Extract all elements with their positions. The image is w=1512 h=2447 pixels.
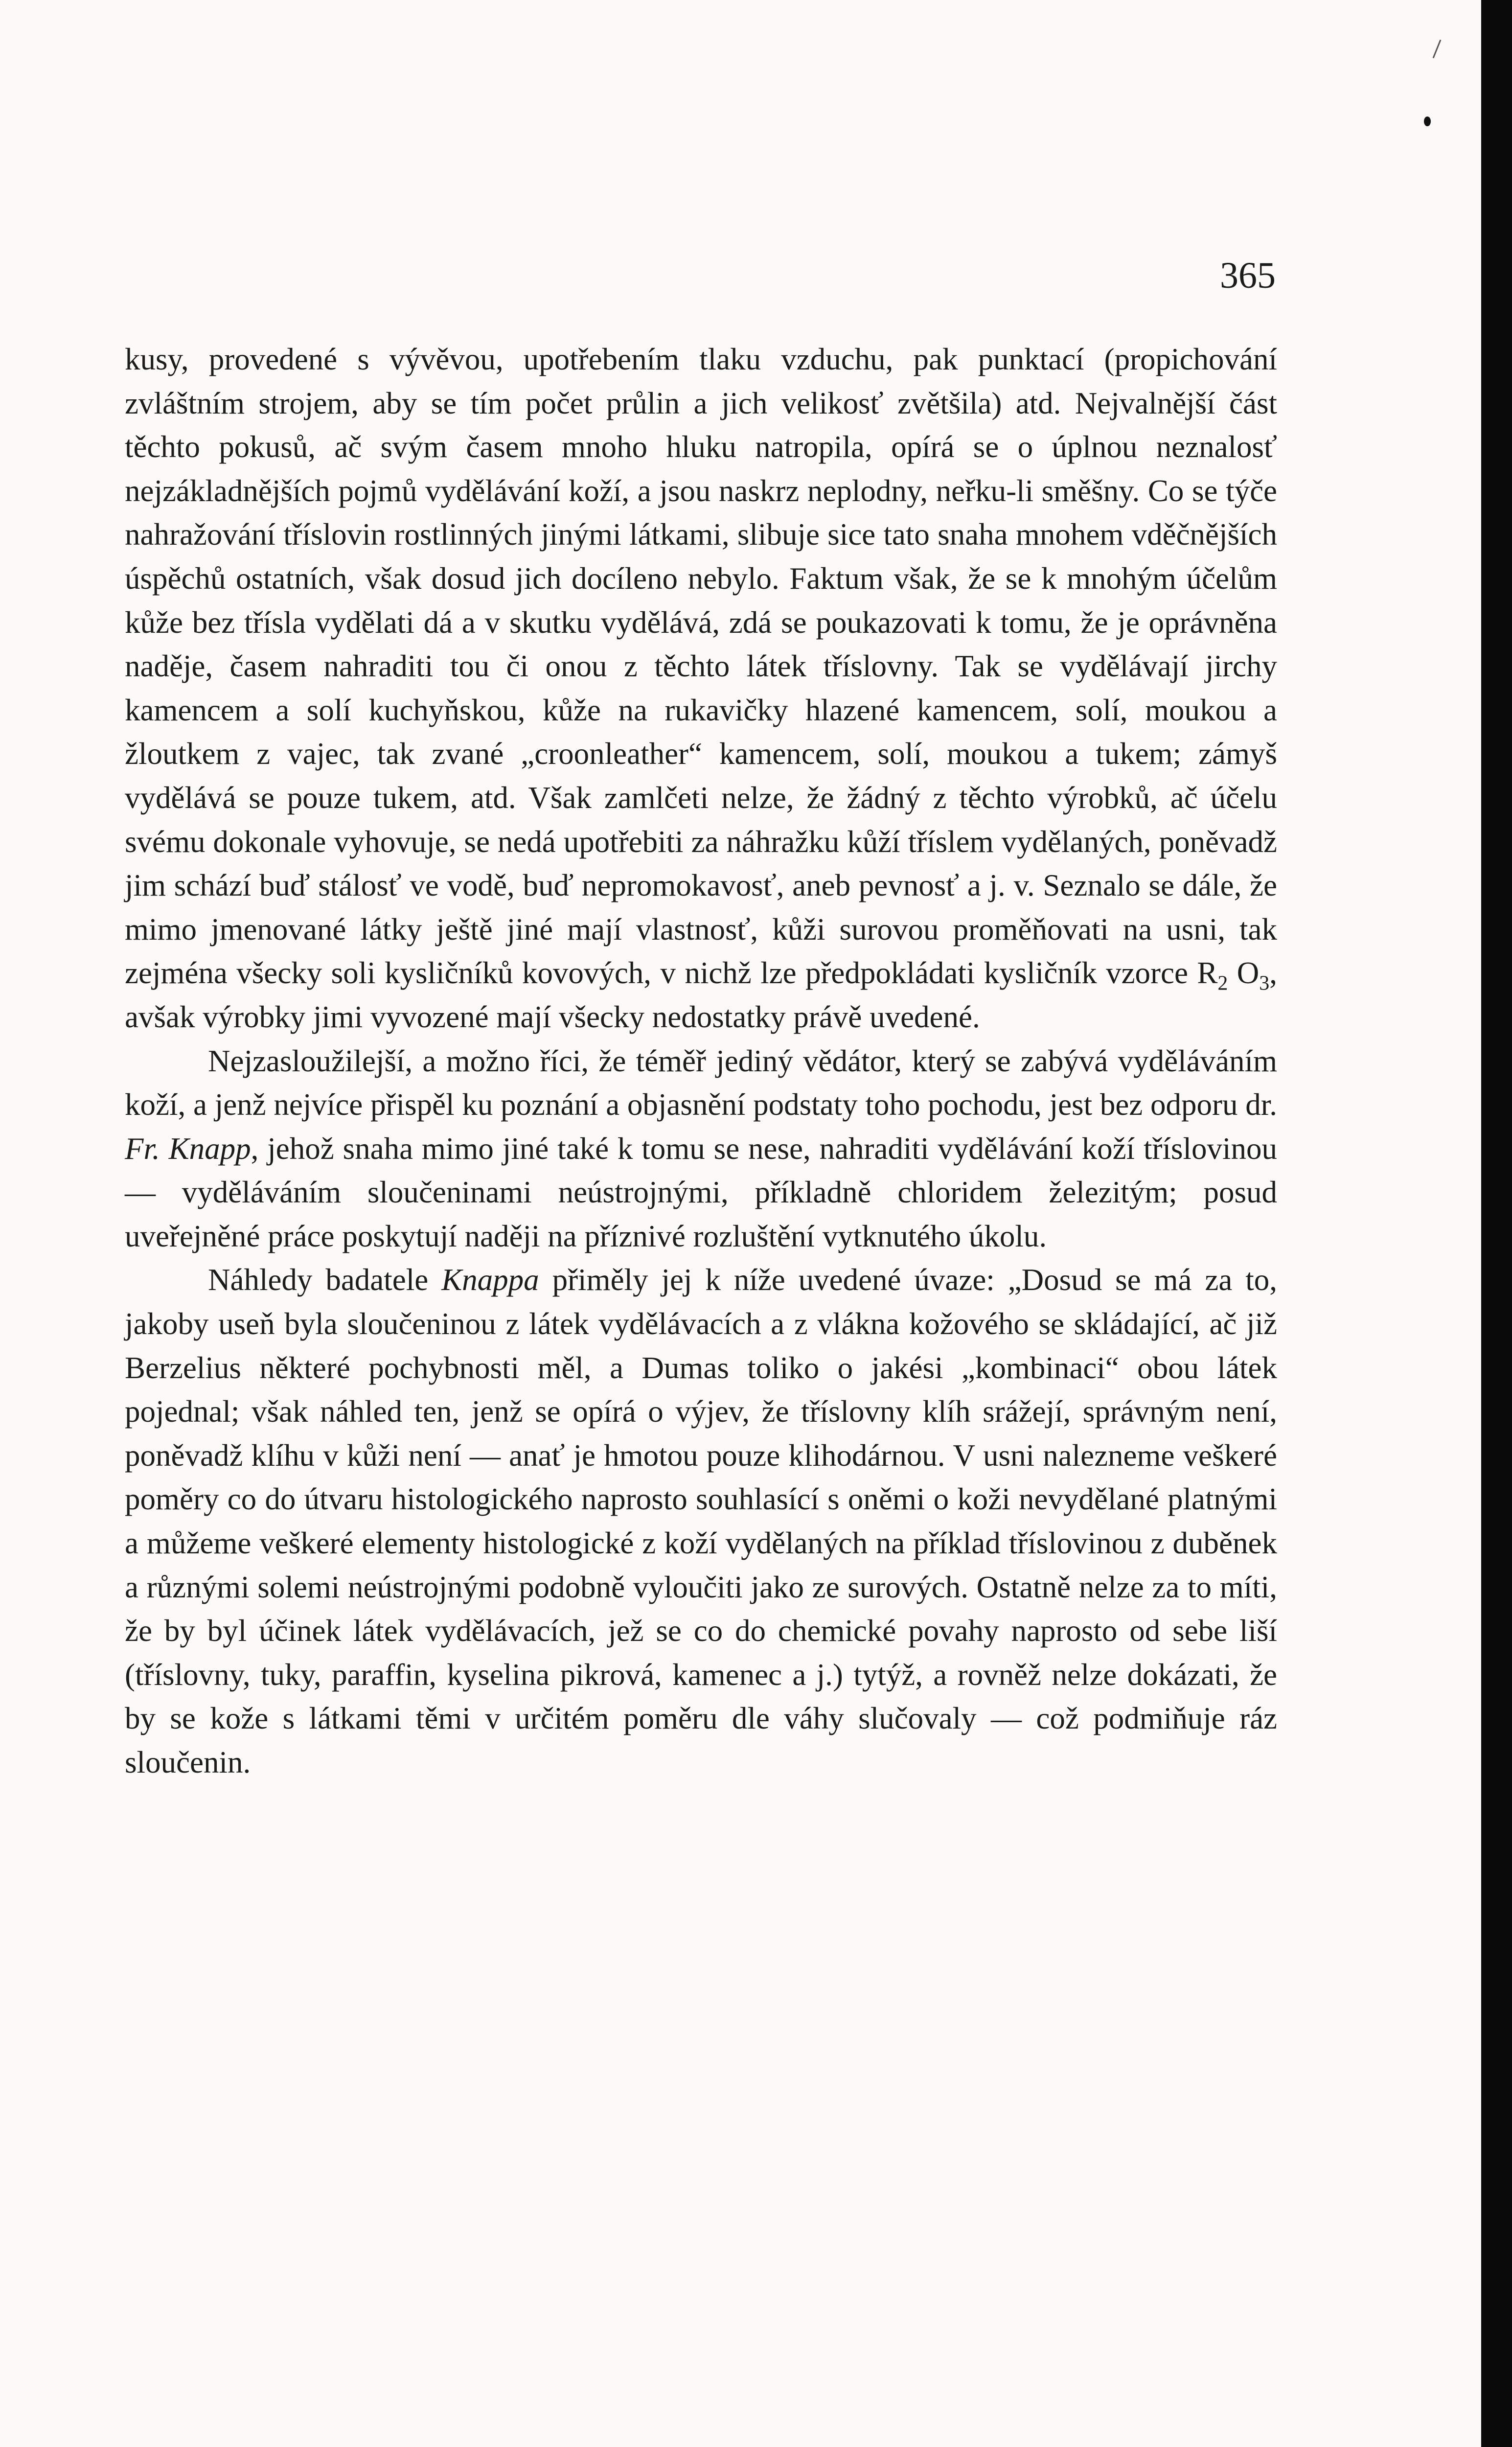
author-name-knapp: Fr. Knapp (125, 1131, 251, 1166)
paragraph-3-end: přiměly jej k níže uvedené úvaze: „Dosud se má za to, jakoby useň byla sloučeninou z látek vydělávacích a z vlákna kožového se skládající, ač již Berzelius některé pochybnosti měl, a Dumas toliko o jakési „kombinaci“ obou látek pojednal; však náhled ten, jenž se opírá o výjev, že tříslovny klíh srážejí, správným není, poněvadž klíhu v kůži není — anať je hmotou pouze klihodárnou. V usni nalezneme veškeré poměry co do útvaru histologického naprosto souhlasící s oněmi o koži nevydělané platnými a můžeme veškeré elementy histologické z koží vydělaných na příklad tříslovinou z duběnek a různými solemi neústrojnými podobně vyloučiti jako ze surových. Ostatně nelze za to míti, že by byl účinek látek vydělávacích, jež se co do chemické povahy naprosto od sebe liší (tříslovny, tuky, paraffin, kyselina pikrová, kamenec a j.) tytýž, a rovněž nelze dokázati, že by se kože s látkami těmi v určitém poměru dle váhy slučovaly — což podmiňuje ráz sloučenin. (125, 1263, 1277, 1779)
paragraph-2 (125, 1039, 1277, 1259)
paragraph-3 (125, 1258, 1277, 1784)
scan-edge-border (1481, 0, 1512, 2447)
paragraph-1-text: kusy, provedené s vývěvou, upotřebením tlaku vzduchu, pak punktací (propichování zvláštním strojem, aby se tím počet průlin a jich velikosť zvětšila) atd. Nejvalnější část těchto pokusů, ač svým časem mnoho hluku natropila, opírá se o úplnou neznalosť nejzákladnějších pojmů vydělávání koží, a jsou naskrz neplodny, neřku-li směšny. Co se týče nahražování tříslovin rostlinných jinými látkami, slibuje sice tato snaha mnohem vděčnějších úspěchů ostatních, však dosud jich docíleno nebylo. Faktum však, že se k mnohým účelům kůže bez třísla vydělati dá a v skutku vydělává, zdá se poukazovati k tomu, že je oprávněna naděje, časem nahraditi tou či onou z těchto látek tříslovny. Tak se vydělávají jirchy kamencem a solí kuchyňskou, kůže na rukavičky hlazené kamencem, solí, moukou a žloutkem z vajec, tak zvané „croonleather“ kamencem, solí, moukou a tukem; zámyš vydělává se pouze tukem, atd. Však zamlčeti nelze, že žádný z těchto výrobků, ač účelu svému dokonale vyhovuje, se nedá upotřebiti za náhražku kůží tříslem vydělaných, poněvadž jim schází buď stálosť ve vodě, buď nepromokavosť, aneb pevnosť a j. v. Seznalo se dále, že mimo jmenované látky ještě jiné mají vlastnosť, kůži surovou proměňovati na usni, tak zejména všecky soli kysličníků kovových, v nichž lze předpokládati kysličník vzorce (125, 342, 1277, 991)
formula-o: O (1228, 956, 1260, 991)
page-number: 365 (1220, 255, 1276, 296)
formula-r: R (1197, 956, 1218, 991)
scan-speck (1424, 116, 1431, 126)
paragraph-2-start: Nejzasloužilejší, a možno říci, že téměř jediný vědátor, který se zabývá vyděláváním koží, a jenž nejvíce přispěl ku poznání a objasnění podstaty toho pochodu, jest bez odporu dr. (125, 1043, 1277, 1122)
formula-o-subscript: 3 (1259, 972, 1270, 995)
body-text (125, 338, 1277, 1785)
paragraph-2-end: , jehož snaha mimo jiné také k tomu se nese, nahraditi vydělávání koží tříslovinou — vyděláváním sloučeninami neústrojnými, příkladně chloridem železitým; posud uveřejněné práce poskytují naději na příznivé rozluštění vytknutého úkolu. (125, 1131, 1277, 1253)
paragraph-3-start: Náhledy badatele (208, 1263, 429, 1297)
formula-r-subscript: 2 (1217, 972, 1228, 995)
paragraph-1 (125, 338, 1277, 1039)
paragraph-1-end: , avšak výrobky jimi vyvozené mají všecky nedostatky právě uvedené. (125, 956, 1278, 1034)
author-name-knappa: Knappa (441, 1263, 539, 1297)
